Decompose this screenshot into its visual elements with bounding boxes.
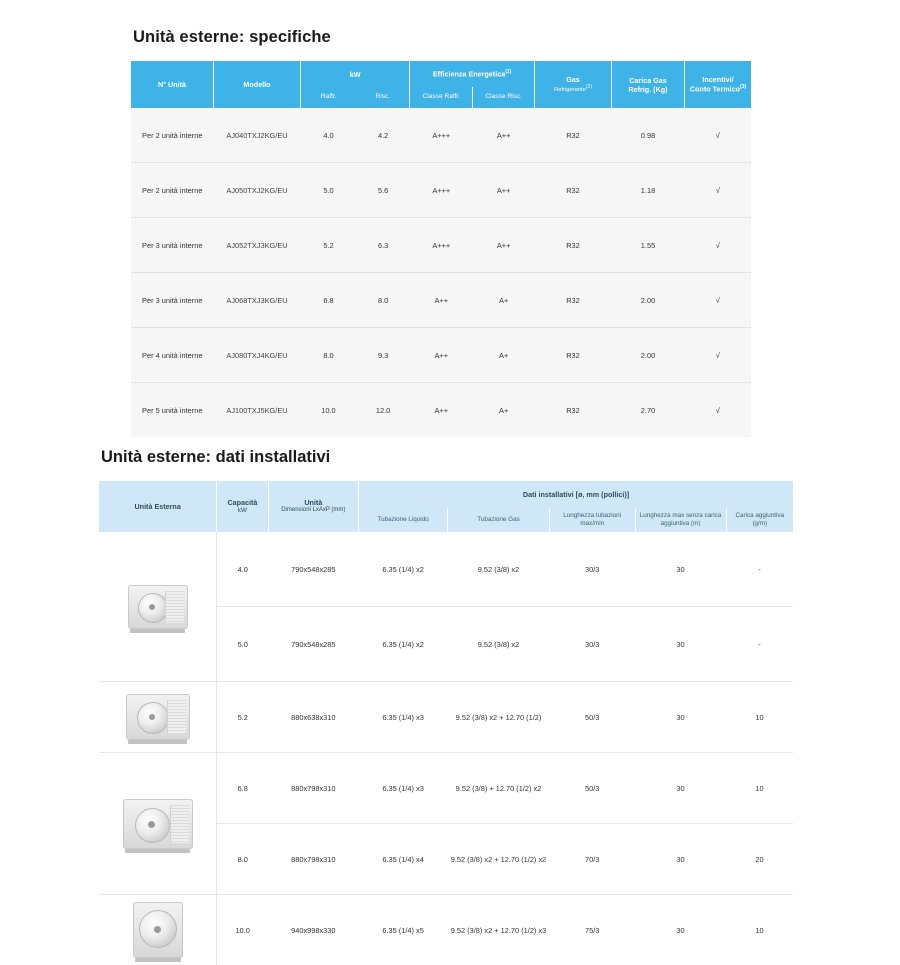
- cell-capacita: 4.0: [217, 532, 268, 607]
- cell-raffr: 5.0: [301, 163, 357, 218]
- cell-carica-agg: 10: [726, 682, 793, 753]
- th-gas-sub-sup: (2): [585, 83, 593, 90]
- th-efficienza: [410, 61, 535, 87]
- cell-raffr: 6.8: [301, 273, 357, 328]
- outdoor-unit-image-vertical: [99, 895, 217, 965]
- cell-carica: 1.18: [612, 163, 685, 218]
- th-unita: N° Unità: [131, 61, 214, 108]
- th-kw: kW: [301, 61, 410, 87]
- th-efficienza-sup: (1): [505, 69, 512, 76]
- cell-incentivi: √: [715, 405, 720, 415]
- cell-lunghezza-max: 30: [635, 607, 726, 682]
- cell-liquido: 6.35 (1/4) x2: [359, 532, 448, 607]
- cell-gas: 9.52 (3/8) x2 + 12.70 (1/2) x2: [448, 824, 550, 895]
- th-lunghezza-label: Lunghezza tubazioni: [563, 512, 622, 519]
- cell-dimensioni: 880x798x310: [268, 824, 358, 895]
- cell-raffr: 8.0: [301, 328, 357, 383]
- cell-incentivi: √: [685, 163, 752, 218]
- th-lunghezza-max: [635, 508, 726, 532]
- cell-unita: Per 5 unità interne: [142, 405, 203, 415]
- th-incentivi-sub: Conto Termico: [689, 84, 741, 94]
- cell-gas: R32: [535, 328, 612, 383]
- cell-liquido: 6.35 (1/4) x2: [359, 607, 448, 682]
- cell-capacita: 8.0: [217, 824, 268, 895]
- cell-carica: 0.98: [612, 108, 685, 163]
- cell-raffr: 5.2: [301, 218, 357, 273]
- cell-classe-risc: A+: [473, 328, 535, 383]
- cell-unita: Per 2 unità interne: [131, 108, 214, 163]
- cell-incentivi: √: [685, 328, 752, 383]
- th-kw-raffr: Raffr.: [301, 87, 357, 108]
- cell-dimensioni: 880x638x310: [268, 682, 358, 753]
- cell-carica: 1.55: [612, 218, 685, 273]
- th-carica-agg-label: Carica aggiuntiva: [735, 512, 785, 519]
- outdoor-unit-image-medium: [99, 682, 217, 753]
- th-lunghezza-max-sub: aggiuntiva (m): [660, 520, 701, 528]
- cell-lunghezza-max: 30: [635, 895, 726, 965]
- th-unita-label: Unità: [304, 498, 323, 508]
- th-lunghezza-max-label: Lunghezza max senza carica: [639, 512, 722, 519]
- table-row: [131, 108, 751, 163]
- th-carica-sub: Refrig. (Kg): [628, 84, 668, 94]
- cell-raffr: 4.0: [301, 108, 357, 163]
- page-title-dati-installativi: Unità esterne: dati installativi: [101, 448, 331, 466]
- cell-liquido: 6.35 (1/4) x5: [359, 895, 448, 965]
- cell-classe-risc: A+: [473, 273, 535, 328]
- th-lunghezza-tubazioni: [549, 508, 635, 532]
- th-classe-risc: Classe Risc.: [473, 87, 535, 108]
- th-gas-sub: [537, 84, 609, 94]
- th-gas-sub-label: Refrigerante: [553, 86, 586, 93]
- cell-classe-raffr: A+++: [410, 108, 473, 163]
- cell-classe-raffr: A+++: [410, 218, 473, 273]
- cell-risc: 5.6: [356, 163, 409, 218]
- cell-lunghezza: 30/3: [549, 532, 635, 607]
- cell-risc: 9.3: [356, 328, 409, 383]
- cell-unita: Per 2 unità interne: [131, 163, 214, 218]
- cell-gas: R32: [535, 218, 612, 273]
- th-carica-label: Carica Gas: [629, 75, 667, 85]
- outdoor-unit-image-small: [99, 532, 217, 682]
- cell-liquido: 6.35 (1/4) x3: [359, 753, 448, 824]
- th-unita-sub: Dimensioni LxAxP (mm): [281, 507, 346, 514]
- th-lunghezza-sub: max/min: [580, 520, 605, 528]
- section-dati-installativi: [99, 448, 793, 965]
- cell-carica-agg: -: [726, 607, 793, 682]
- cell-incentivi: √: [685, 108, 752, 163]
- table-row: [99, 682, 793, 753]
- cell-dimensioni: 880x798x310: [268, 753, 358, 824]
- table-specifiche-body: [131, 108, 751, 437]
- cell-lunghezza: 75/3: [549, 895, 635, 965]
- cell-risc: 4.2: [356, 108, 409, 163]
- cell-capacita: 5.2: [217, 682, 268, 753]
- th-capacita-label: Capacità: [227, 497, 258, 507]
- cell-modello: AJ052TXJ3KG/EU: [214, 218, 301, 273]
- th-modello: Modello: [214, 61, 301, 108]
- cell-lunghezza: 70/3: [549, 824, 635, 895]
- table-dati-body: [99, 532, 793, 965]
- th-classe-raffr: Classe Raffr.: [410, 87, 473, 108]
- cell-carica: 2.00: [612, 328, 685, 383]
- table-dati-head: [99, 481, 793, 532]
- cell-risc: 12.0: [375, 405, 391, 415]
- th-carica-agg-sub: (g/m): [752, 520, 768, 528]
- cell-dimensioni: 940x998x330: [268, 895, 358, 965]
- cell-classe-raffr: A++: [410, 273, 473, 328]
- cell-carica-agg: 10: [726, 753, 793, 824]
- th-kw-risc: Risc.: [356, 87, 409, 108]
- cell-gas: R32: [535, 163, 612, 218]
- cell-risc: 6.3: [356, 218, 409, 273]
- cell-capacita: 6.8: [217, 753, 268, 824]
- cell-modello: AJ080TXJ4KG/EU: [214, 328, 301, 383]
- cell-gas: 9.52 (3/8) x2 + 12.70 (1/2): [448, 682, 550, 753]
- table-dati-installativi: [99, 481, 793, 965]
- cell-lunghezza: 30/3: [549, 607, 635, 682]
- cell-liquido: 6.35 (1/4) x3: [359, 682, 448, 753]
- cell-incentivi: √: [685, 273, 752, 328]
- th-unita: [268, 481, 358, 532]
- cell-gas: 9.52 (3/8) x2 + 12.70 (1/2) x3: [448, 895, 550, 965]
- cell-classe-raffr: A+++: [410, 163, 473, 218]
- th-carica: [612, 61, 685, 108]
- table-row: [99, 753, 793, 824]
- cell-unita: Per 3 unità interne: [131, 218, 214, 273]
- cell-dimensioni: 790x548x285: [268, 607, 358, 682]
- cell-unita: Per 3 unità interne: [131, 273, 214, 328]
- cell-unita: Per 4 unità interne: [131, 328, 214, 383]
- table-specifiche-head: [131, 61, 751, 108]
- cell-gas: 9.52 (3/8) + 12.70 (1/2) x2: [448, 753, 550, 824]
- cell-modello: AJ050TXJ2KG/EU: [214, 163, 301, 218]
- th-carica-aggiuntiva: [726, 508, 793, 532]
- th-gas-label: Gas: [566, 74, 580, 84]
- cell-classe-risc: A++: [473, 218, 535, 273]
- th-capacita-sub: kW: [237, 507, 247, 515]
- th-gas: [535, 61, 612, 108]
- cell-lunghezza-max: 30: [635, 824, 726, 895]
- cell-carica-agg: 20: [726, 824, 793, 895]
- th-incentivi: [685, 61, 752, 108]
- section-specifiche: [131, 28, 751, 437]
- th-incentivi-sub-wrap: [687, 84, 749, 93]
- th-unita-esterna: Unità Esterna: [99, 481, 217, 532]
- cell-lunghezza-max: 30: [635, 753, 726, 824]
- table-row: [131, 383, 751, 438]
- cell-raffr: 10.0: [321, 405, 336, 415]
- cell-capacita: 10.0: [217, 895, 268, 965]
- cell-carica-agg: -: [726, 532, 793, 607]
- cell-risc: 8.0: [356, 273, 409, 328]
- cell-classe-risc: A++: [473, 108, 535, 163]
- th-dati-installativi: Dati installativi [ø, mm (pollici)]: [359, 481, 793, 508]
- cell-incentivi: √: [685, 218, 752, 273]
- table-row: [131, 218, 751, 273]
- cell-lunghezza-max: 30: [635, 532, 726, 607]
- cell-lunghezza: 50/3: [549, 753, 635, 824]
- cell-gas: R32: [535, 273, 612, 328]
- th-tubazione-liquido: Tubazione Liquido: [359, 508, 448, 532]
- table-row: [131, 163, 751, 218]
- table-row: [131, 328, 751, 383]
- th-efficienza-label: Efficienza Energetica: [432, 69, 506, 79]
- cell-classe-risc: A++: [473, 163, 535, 218]
- cell-gas: 9.52 (3/8) x2: [448, 607, 550, 682]
- cell-liquido: 6.35 (1/4) x4: [359, 824, 448, 895]
- table-row: [131, 273, 751, 328]
- cell-carica: 2.00: [612, 273, 685, 328]
- table-row: [99, 532, 793, 607]
- th-capacita: [217, 481, 268, 532]
- cell-dimensioni: 790x548x285: [268, 532, 358, 607]
- cell-lunghezza: 50/3: [549, 682, 635, 753]
- outdoor-unit-image-large: [99, 753, 217, 895]
- cell-gas: R32: [535, 108, 612, 163]
- cell-gas: R32: [566, 405, 580, 415]
- th-incentivi-label: Incentivi/: [702, 75, 734, 85]
- th-incentivi-sup: (3): [740, 84, 747, 91]
- cell-classe-risc: A+: [499, 405, 509, 415]
- cell-modello: AJ040TXJ2KG/EU: [214, 108, 301, 163]
- cell-classe-raffr: A++: [434, 405, 449, 415]
- cell-lunghezza-max: 30: [635, 682, 726, 753]
- cell-modello: AJ100TXJ5KG/EU: [226, 405, 288, 415]
- cell-gas: 9.52 (3/8) x2: [448, 532, 550, 607]
- table-specifiche: [131, 61, 751, 437]
- cell-capacita: 5.0: [217, 607, 268, 682]
- page-title-specifiche: Unità esterne: specifiche: [133, 28, 331, 46]
- cell-carica: 2.70: [640, 405, 656, 415]
- cell-modello: AJ068TXJ3KG/EU: [214, 273, 301, 328]
- table-row: [99, 895, 793, 965]
- cell-carica-agg: 10: [726, 895, 793, 965]
- cell-classe-raffr: A++: [410, 328, 473, 383]
- th-tubazione-gas: Tubazione Gas: [448, 508, 550, 532]
